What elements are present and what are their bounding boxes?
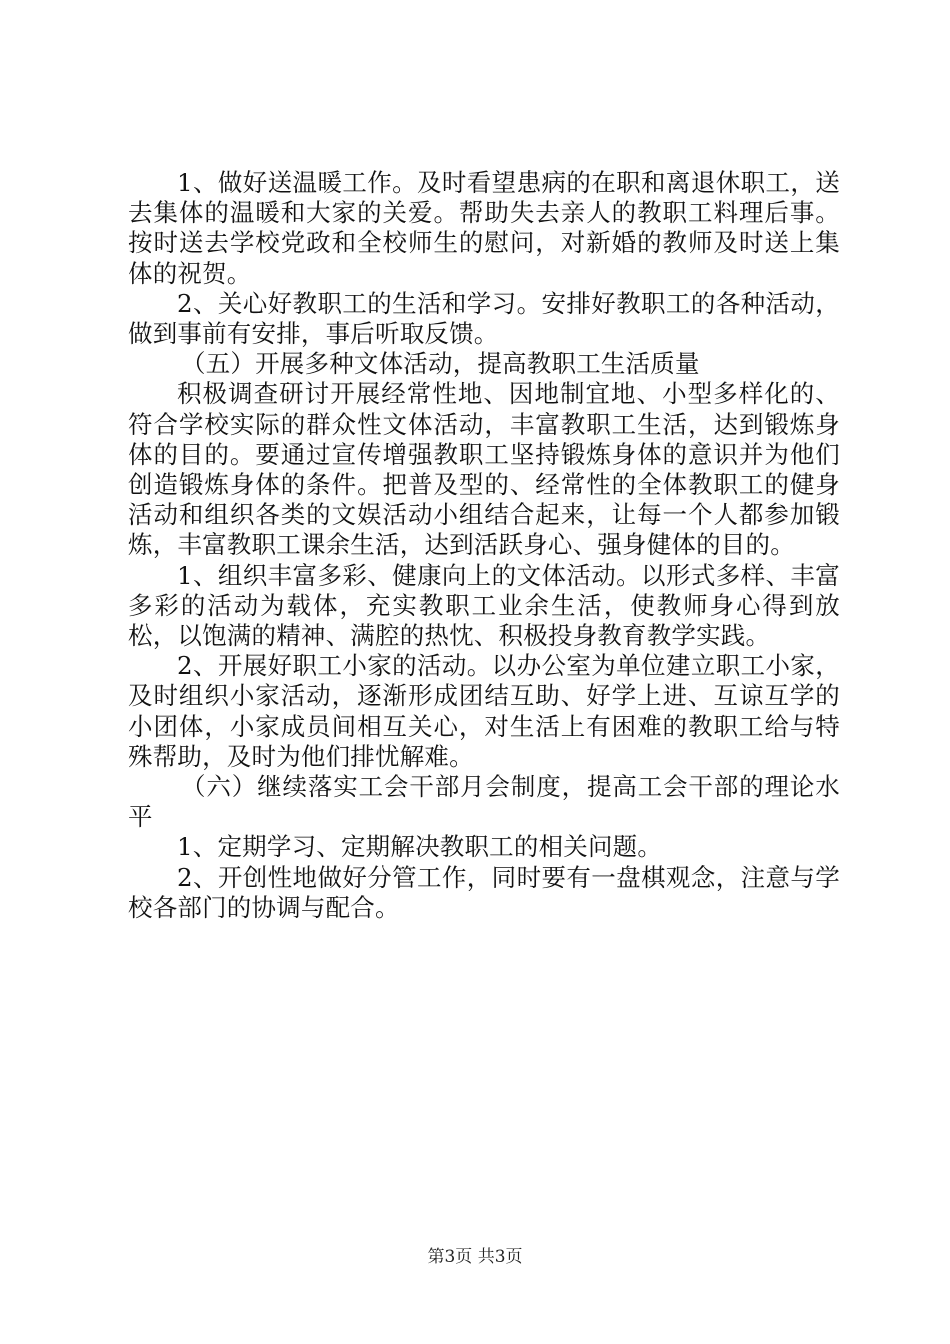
paragraph-warmth-work: 1、做好送温暖工作。及时看望患病的在职和离退休职工，送去集体的温暖和大家的关爱。帮助失去亲人的教职工料理后事。按时送去学校党政和全校师生的慰问，对新婚的教师及时送上集体的祝贺。 (128, 168, 840, 288)
paragraph-organize-activities: 1、组织丰富多彩、健康向上的文体活动。以形式多样、丰富多彩的活动为载体，充实教职工业余生活，使教师身心得到放松，以饱满的精神、满腔的热忱、积极投身教育教学实践。 (128, 560, 840, 651)
document-body (128, 168, 840, 923)
paragraph-regular-study: 1、定期学习、定期解决教职工的相关问题。 (177, 832, 663, 862)
section-heading-cultural-sports: （五）开展多种文体活动，提高教职工生活质量 (181, 349, 700, 379)
page-footer: 第3页 共3页 (427, 1247, 523, 1267)
section-heading-union-meetings: （六）继续落实工会干部月会制度，提高工会干部的理论水平 (128, 772, 840, 832)
paragraph-staff-home: 2、开展好职工小家的活动。以办公室为单位建立职工小家，及时组织小家活动，逐渐形成团结互助、好学上进、互谅互学的小团体，小家成员间相互关心，对生活上有困难的教职工给与特殊帮助，及时为他们排忧解难。 (128, 651, 840, 771)
paragraph-cultural-sports-intro: 积极调查研讨开展经常性地、因地制宜地、小型多样化的、符合学校实际的群众性文体活动，丰富教职工生活，达到锻炼身体的目的。要通过宣传增强教职工坚持锻炼身体的意识并为他们创造锻炼身体的条件。把普及型的、经常性的全体教职工的健身活动和组织各类的文娱活动小组结合起来，让每一个人都参加锻炼，丰富教职工课余生活，达到活跃身心、强身健体的目的。 (128, 379, 840, 560)
paragraph-innovative-work: 2、开创性地做好分管工作，同时要有一盘棋观念，注意与学校各部门的协调与配合。 (128, 862, 840, 922)
paragraph-care-life-study: 2、关心好教职工的生活和学习。安排好教职工的各种活动，做到事前有安排，事后听取反馈。 (128, 288, 840, 349)
